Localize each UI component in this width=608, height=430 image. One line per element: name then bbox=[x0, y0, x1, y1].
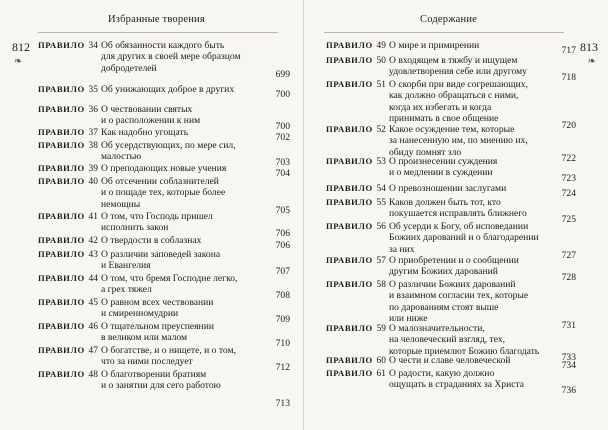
entry-title-line: О входящем в тяжбу и ищущем bbox=[389, 55, 518, 66]
entry-title-line: О том, что бремя Господне легко, bbox=[101, 273, 238, 284]
rule-label bbox=[38, 176, 98, 188]
entry-title bbox=[101, 235, 249, 246]
toc-entry bbox=[38, 84, 290, 100]
entry-page-number: 723 bbox=[561, 173, 576, 184]
entry-title-line: Об обязанности каждого быть bbox=[101, 40, 225, 51]
rule-label bbox=[326, 156, 386, 168]
rule-number: 61 bbox=[376, 369, 386, 379]
rule-label bbox=[38, 321, 98, 333]
rule-word: ПРАВИЛО bbox=[326, 279, 373, 289]
entry-title bbox=[389, 79, 537, 125]
entry-title-line: и Евангелия bbox=[101, 260, 151, 272]
entry-title-line: О богатстве, и о нищете, и о том, bbox=[101, 345, 237, 356]
entry-page-number: 720 bbox=[561, 120, 576, 131]
rule-number: 57 bbox=[376, 256, 386, 266]
entry-title bbox=[389, 55, 537, 78]
rule-word: ПРАВИЛО bbox=[38, 369, 85, 379]
entry-title-line: другим Божиих дарований bbox=[389, 266, 498, 278]
rule-number: 46 bbox=[88, 322, 98, 332]
entry-title bbox=[101, 345, 249, 368]
toc-entry bbox=[38, 140, 290, 168]
ornament-icon: ❧ bbox=[587, 56, 596, 67]
entry-title-line: Какое осуждение тем, которые bbox=[389, 124, 515, 135]
entry-title-line: за них bbox=[389, 243, 415, 255]
entry-title-line: О произнесении суждения bbox=[389, 156, 498, 167]
entry-title-line: когда их избегать и когда bbox=[389, 101, 492, 113]
entry-title bbox=[389, 368, 537, 391]
toc-entry bbox=[326, 255, 576, 283]
rule-number: 48 bbox=[88, 370, 98, 380]
entry-title bbox=[101, 140, 249, 163]
toc-entry bbox=[38, 163, 290, 179]
rule-label bbox=[326, 355, 386, 367]
rule-label bbox=[326, 255, 386, 267]
entry-title-line: О чести и славе человеческой bbox=[389, 355, 511, 366]
rule-word: ПРАВИЛО bbox=[326, 124, 373, 134]
entry-title-line: О твердости в соблазнах bbox=[101, 235, 202, 246]
entry-title bbox=[389, 40, 537, 51]
entry-page-number: 700 bbox=[275, 121, 290, 132]
rule-label bbox=[38, 104, 98, 116]
entry-title-line: ощущать в страданиях за Христа bbox=[389, 379, 525, 391]
toc-entry bbox=[38, 104, 290, 132]
entry-page-number: 705 bbox=[275, 205, 290, 216]
rule-word: ПРАВИЛО bbox=[38, 127, 85, 137]
entry-page-number: 728 bbox=[561, 272, 576, 283]
rule-number: 35 bbox=[88, 85, 98, 95]
entry-title-line: по дарованиям стоят выше bbox=[389, 301, 499, 313]
rule-number: 47 bbox=[88, 346, 98, 356]
toc-entry bbox=[326, 355, 576, 371]
entry-title-line: О скорби при виде согрешающих, bbox=[389, 79, 529, 90]
entry-title bbox=[101, 84, 249, 95]
entry-title-line: и смиренномудрии bbox=[101, 308, 179, 320]
entry-title-line: Как надобно угощать bbox=[101, 127, 189, 138]
entry-title-line: Об усердствующих, по мере сил, bbox=[101, 140, 236, 151]
entry-page-number: 725 bbox=[561, 214, 576, 225]
entry-title-line: О малозначительности, bbox=[389, 323, 485, 334]
entry-title bbox=[101, 321, 249, 344]
entry-title bbox=[101, 369, 249, 392]
entry-title-line: покушается исправлять ближнего bbox=[389, 208, 527, 220]
rule-label bbox=[38, 211, 98, 223]
entry-title-line: за нанесенную им, по мнению их, bbox=[389, 135, 528, 147]
rule-label bbox=[326, 40, 386, 52]
entry-title-line: и о расположении к ним bbox=[101, 115, 201, 127]
rule-word: ПРАВИЛО bbox=[326, 156, 373, 166]
rule-word: ПРАВИЛО bbox=[38, 140, 85, 150]
toc-entry bbox=[326, 368, 576, 396]
entry-title bbox=[101, 176, 249, 210]
rule-word: ПРАВИЛО bbox=[38, 297, 85, 307]
header-rule bbox=[38, 32, 278, 33]
rule-label bbox=[38, 297, 98, 309]
entry-page-number: 700 bbox=[275, 89, 290, 100]
entry-page-number: 722 bbox=[561, 153, 576, 164]
entry-page-number: 699 bbox=[275, 69, 290, 80]
entry-title-line: принимать в свое общение bbox=[389, 113, 499, 125]
entry-page-number: 706 bbox=[275, 240, 290, 251]
rule-word: ПРАВИЛО bbox=[38, 273, 85, 283]
rule-word: ПРАВИЛО bbox=[326, 255, 373, 265]
rule-label bbox=[326, 221, 386, 233]
entry-page-number: 702 bbox=[275, 132, 290, 143]
entry-page-number: 708 bbox=[275, 290, 290, 301]
entry-page-number: 704 bbox=[275, 168, 290, 179]
entry-page-number: 707 bbox=[275, 266, 290, 277]
entry-title-line: О тщательном преуспеянии bbox=[101, 321, 214, 332]
entry-title bbox=[389, 279, 537, 325]
rule-word: ПРАВИЛО bbox=[326, 79, 373, 89]
rule-number: 40 bbox=[88, 177, 98, 187]
running-header: Избранные творения bbox=[108, 14, 205, 25]
rule-number: 56 bbox=[376, 222, 386, 232]
rule-label bbox=[38, 140, 98, 152]
rule-number: 53 bbox=[376, 157, 386, 167]
entry-page-number: 710 bbox=[275, 338, 290, 349]
entry-title-line: О различии заповедей закона bbox=[101, 249, 221, 260]
rule-label bbox=[38, 235, 98, 247]
toc-entry bbox=[326, 183, 576, 199]
rule-label bbox=[38, 273, 98, 285]
rule-number: 37 bbox=[88, 128, 98, 138]
rule-number: 58 bbox=[376, 280, 386, 290]
entry-title bbox=[389, 323, 540, 357]
entry-title-line: О различии Божиих дарований bbox=[389, 279, 516, 290]
rule-label bbox=[38, 84, 98, 96]
rule-number: 55 bbox=[376, 198, 386, 208]
entry-title bbox=[389, 221, 537, 255]
entry-title-line: и о пощаде тех, которые более bbox=[101, 187, 226, 199]
rule-number: 34 bbox=[88, 41, 98, 51]
entry-title bbox=[101, 163, 249, 174]
rule-label bbox=[38, 345, 98, 357]
rule-word: ПРАВИЛО bbox=[38, 321, 85, 331]
rule-label bbox=[326, 124, 386, 136]
entry-title bbox=[389, 183, 537, 194]
entry-title-line: удовлетворения себе или другому bbox=[389, 66, 527, 78]
rule-label bbox=[326, 55, 386, 67]
toc-entry bbox=[38, 297, 290, 325]
rule-word: ПРАВИЛО bbox=[38, 84, 85, 94]
rule-word: ПРАВИЛО bbox=[38, 104, 85, 114]
entry-page-number: 736 bbox=[561, 385, 576, 396]
entry-title bbox=[101, 211, 249, 234]
rule-number: 45 bbox=[88, 298, 98, 308]
rule-word: ПРАВИЛО bbox=[38, 40, 85, 50]
entry-title-line: и о занятии для сего работою bbox=[101, 380, 221, 392]
entry-title-line: Каков должен быть тот, кто bbox=[389, 197, 501, 208]
rule-word: ПРАВИЛО bbox=[326, 355, 373, 365]
entry-title-line: О благотворении братиям bbox=[101, 369, 207, 380]
entry-page-number: 731 bbox=[561, 320, 576, 331]
ornament-icon: ❧ bbox=[14, 56, 23, 67]
toc-entry bbox=[326, 40, 576, 56]
rule-number: 44 bbox=[88, 274, 98, 284]
rule-label bbox=[38, 369, 98, 381]
entry-title-line: добродетелей bbox=[101, 62, 157, 74]
entry-page-number: 727 bbox=[561, 250, 576, 261]
toc-entry bbox=[38, 40, 290, 80]
rule-word: ПРАВИЛО bbox=[326, 221, 373, 231]
toc-entry bbox=[38, 321, 290, 349]
rule-number: 50 bbox=[376, 56, 386, 66]
entry-title-line: О равном всех чествовании bbox=[101, 297, 214, 308]
entry-title-line: Об унижающих доброе в других bbox=[101, 84, 235, 95]
entry-title-line: обиду помнят зло bbox=[389, 146, 462, 158]
rule-number: 52 bbox=[376, 125, 386, 135]
entry-title bbox=[389, 197, 537, 220]
rule-number: 42 bbox=[88, 236, 98, 246]
rule-word: ПРАВИЛО bbox=[326, 55, 373, 65]
entry-title-line: что за ними последует bbox=[101, 356, 193, 368]
toc-entry bbox=[326, 197, 576, 225]
entry-page-number: 712 bbox=[275, 362, 290, 373]
entry-title-line: как должно обращаться с ними, bbox=[389, 90, 519, 102]
entry-page-number: 713 bbox=[275, 398, 290, 409]
rule-label bbox=[38, 40, 98, 52]
entry-title-line: и о медлении в суждении bbox=[389, 167, 493, 179]
entry-page-number: 734 bbox=[561, 360, 576, 371]
entry-title bbox=[101, 249, 249, 272]
entry-title-line: малостью bbox=[101, 151, 142, 163]
page-number: 812 bbox=[12, 40, 30, 54]
entry-page-number: 717 bbox=[561, 45, 576, 56]
rule-number: 49 bbox=[376, 41, 386, 51]
toc-entry bbox=[38, 176, 290, 216]
entry-title bbox=[101, 297, 249, 320]
entry-title-line: О мире и примирении bbox=[389, 40, 480, 51]
rule-number: 54 bbox=[376, 184, 386, 194]
toc-entry bbox=[326, 55, 576, 83]
entry-title bbox=[389, 124, 537, 158]
rule-number: 43 bbox=[88, 250, 98, 260]
entry-title bbox=[101, 127, 249, 138]
entry-title-line: О том, что Господь пришел bbox=[101, 211, 213, 222]
entry-title-line: Об усерди к Богу, об исповедании bbox=[389, 221, 529, 232]
rule-label bbox=[326, 279, 386, 291]
running-header: Содержание bbox=[420, 14, 478, 25]
toc-entry bbox=[38, 211, 290, 239]
entry-title-line: которые приемлют Божию благодать bbox=[389, 345, 540, 357]
toc-entry bbox=[38, 249, 290, 277]
entry-page-number: 706 bbox=[275, 228, 290, 239]
entry-title bbox=[101, 40, 249, 74]
entry-title-line: для других в своей мере образцом bbox=[101, 51, 241, 63]
entry-title bbox=[389, 156, 537, 179]
rule-label bbox=[38, 249, 98, 261]
entry-page-number: 703 bbox=[275, 157, 290, 168]
rule-word: ПРАВИЛО bbox=[326, 40, 373, 50]
rule-label bbox=[38, 127, 98, 139]
entry-title-line: а грех тяжел bbox=[101, 284, 152, 296]
entry-title-line: в великом или малом bbox=[101, 332, 188, 344]
toc-entry bbox=[326, 156, 576, 184]
rule-word: ПРАВИЛО bbox=[38, 235, 85, 245]
rule-label bbox=[326, 79, 386, 91]
entry-title-line: и взаимном согласии тех, которые bbox=[389, 290, 529, 302]
entry-title-line: О приобретении и о сообщении bbox=[389, 255, 519, 266]
entry-title bbox=[389, 255, 537, 278]
rule-word: ПРАВИЛО bbox=[326, 197, 373, 207]
rule-label bbox=[38, 163, 98, 175]
rule-number: 38 bbox=[88, 141, 98, 151]
toc-entry bbox=[38, 369, 290, 409]
rule-number: 39 bbox=[88, 164, 98, 174]
toc-entry bbox=[38, 235, 290, 251]
entry-page-number: 724 bbox=[561, 188, 576, 199]
rule-label bbox=[326, 368, 386, 380]
header-rule bbox=[324, 32, 564, 33]
toc-entry bbox=[38, 127, 290, 143]
entry-title-line: исполнить закон bbox=[101, 222, 169, 234]
rule-number: 36 bbox=[88, 105, 98, 115]
rule-word: ПРАВИЛО bbox=[38, 163, 85, 173]
entry-title-line: Божиих дарований и о благодарении bbox=[389, 232, 539, 244]
entry-title bbox=[101, 273, 249, 296]
rule-word: ПРАВИЛО bbox=[326, 368, 373, 378]
rule-number: 51 bbox=[376, 80, 386, 90]
entry-title-line: О чествовании святых bbox=[101, 104, 193, 115]
rule-word: ПРАВИЛО bbox=[326, 323, 373, 333]
entry-title-line: Об отсечении соблазнителей bbox=[101, 176, 219, 187]
entry-title bbox=[389, 355, 537, 366]
rule-word: ПРАВИЛО bbox=[38, 345, 85, 355]
rule-label bbox=[326, 323, 386, 335]
entry-page-number: 709 bbox=[275, 314, 290, 325]
rule-word: ПРАВИЛО bbox=[38, 176, 85, 186]
toc-entry bbox=[38, 345, 290, 373]
toc-entry bbox=[38, 273, 290, 301]
rule-label bbox=[326, 197, 386, 209]
rule-word: ПРАВИЛО bbox=[38, 211, 85, 221]
rule-number: 60 bbox=[376, 356, 386, 366]
entry-title-line: О радости, какую должно bbox=[389, 368, 495, 379]
rule-label bbox=[326, 183, 386, 195]
page-number: 813 bbox=[580, 40, 598, 54]
entry-title bbox=[101, 104, 249, 127]
entry-title-line: на человеческий взгляд, тех, bbox=[389, 334, 506, 346]
right-page bbox=[304, 0, 608, 430]
entry-title-line: О превозношении заслугами bbox=[389, 183, 507, 194]
entry-title-line: О преподающих новые учения bbox=[101, 163, 227, 174]
entry-title-line: или ниже bbox=[389, 313, 428, 325]
entry-title-line: немощны bbox=[101, 198, 141, 210]
rule-word: ПРАВИЛО bbox=[38, 249, 85, 259]
rule-number: 59 bbox=[376, 324, 386, 334]
entry-page-number: 718 bbox=[561, 72, 576, 83]
rule-number: 41 bbox=[88, 212, 98, 222]
rule-word: ПРАВИЛО bbox=[326, 183, 373, 193]
entry-page-number: 733 bbox=[561, 352, 576, 363]
